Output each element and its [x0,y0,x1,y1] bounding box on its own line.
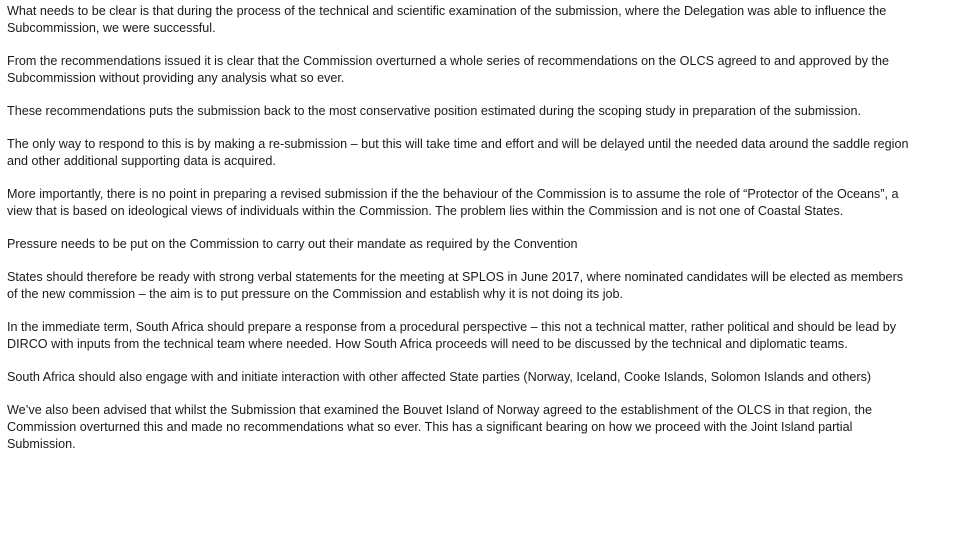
paragraph-splos-statements: States should therefore be ready with strong verbal statements for the meeting at SPLOS in June 2017, where nominated candidates will be elected as members of the new commission – the aim is to put pressure on the Commission and establish why it is not doing its job. [7,270,904,301]
paragraph-resubmission: The only way to respond to this is by making a re-submission – but this will take time and effort and will be delayed until the needed data around the saddle region and other additional supporting data is acquired. [7,137,909,168]
paragraph-engage-state-parties: South Africa should also engage with and initiate interaction with other affected State parties (Norway, Iceland, Cooke Islands, Solomon Islands and others) [7,370,872,384]
paragraph-delegation-success: What needs to be clear is that during the process of the technical and scientific examination of the submission, where the Delegation was able to influence the Subcommission, we were successful. [7,4,887,35]
paragraph-bouvet-island: We’ve also been advised that whilst the Submission that examined the Bouvet Island of Norway agreed to the establishment of the OLCS in that region, the Commission overturned this and made no recommendations what so ever. This has a significant bearing on how we proceed with the Joint Island partial Submission. [7,403,873,451]
paragraph-commission-overturned: From the recommendations issued it is clear that the Commission overturned a whole series of recommendations on the OLCS agreed to and approved by the Subcommission without providing any analysis what so ever. [7,54,890,85]
paragraph-protector-of-oceans: More importantly, there is no point in preparing a revised submission if the the behaviour of the Commission is to assume the role of “Protector of the Oceans”, a view that is based on ideological views of individuals within the Commission. The problem lies within the Commission and is not one of Coastal States. [7,187,899,218]
paragraph-pressure-mandate: Pressure needs to be put on the Commission to carry out their mandate as required by the Convention [7,237,578,251]
paragraph-conservative-position: These recommendations puts the submission back to the most conservative position estimated during the scoping study in preparation of the submission. [7,104,862,118]
document-body [7,3,912,453]
paragraph-procedural-response: In the immediate term, South Africa should prepare a response from a procedural perspective – this not a technical matter, rather political and should be lead by DIRCO with inputs from the technical team where needed. How South Africa proceeds will need to be discussed by the technical and diplomatic teams. [7,320,897,351]
